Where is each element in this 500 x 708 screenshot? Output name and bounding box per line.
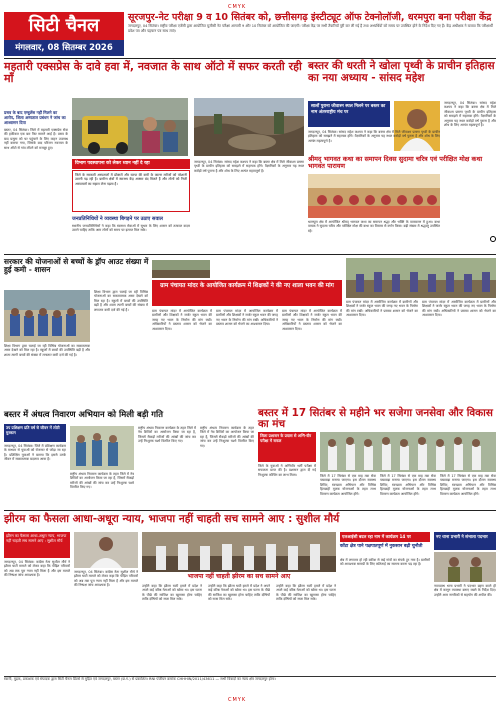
campaign-body-2: राष्ट्रीय अंधत्व निवारण कार्यक्रम के तहत जिले में नेत्र शिविरों का आयोजन किया जा रहा है, जिसमें सैकड़ों मरीजों की आंखों की जांच कर उन्हें निःशुल्क चश्मे वितरित किए गए। — [138, 426, 196, 444]
divider — [4, 510, 496, 511]
photo-janseva-group — [320, 432, 496, 472]
headline-schools: सरकार की योजनाओं से बच्चों के ड्रॉप आउट संख्या में हुई कमी - शासन — [4, 257, 149, 275]
janseva-body-1: जिले में 17 सितंबर से एक माह तक सेवा पखवाड़ा मनाया जाएगा। इस दौरान स्वास्थ्य शिविर, स्वच्छता अभियान और विभिन्न हितग्राही मूलक योजनाओं के तहत लाभ वितरण कार्यक्रम आयोजित होंगे। — [320, 474, 376, 496]
headline-jheeram: झीरम का फैसला आधा-अधूरा न्याय, भाजपा नहीं चाहती सच सामने आए : सुशील मौर्य — [4, 513, 340, 525]
headline-mahtari: महतारी एक्सप्रेस के दावे हवा में, नवजात के साथ ऑटो में सफर करती रही माँ — [4, 60, 302, 86]
police-bar: नए थाना प्रभारी ने संभाला पदभार — [434, 532, 496, 550]
divider — [4, 58, 496, 59]
tatke-bar: एलआईसी बदल रहा नाम में कार्यक्रम 14 पर — [340, 532, 430, 542]
cmyk-mark-bottom: CMYK — [228, 697, 247, 703]
newspaper-page — [4, 4, 496, 704]
brand-block — [4, 12, 124, 56]
schools-body-col2: शिक्षा विभाग द्वारा चलाई जा रही विभिन्न योजनाओं का सकारात्मक असर देखने को मिल रहा है। स्कूलों में बच्चों की उपस्थिति बढ़ी है और शाला त्यागी बच्चों की संख्या में लगातार कमी दर्ज की गई है। — [94, 290, 148, 312]
photo-auto-mother — [72, 98, 188, 156]
masthead — [4, 12, 496, 56]
campaign-body-1: राष्ट्रीय अंधत्व निवारण कार्यक्रम के तहत जिले में नेत्र शिविरों का आयोजन किया जा रहा है, जिसमें सैकड़ों मरीजों की आंखों की जांच कर उन्हें निःशुल्क चश्मे वितरित किए गए। — [70, 472, 134, 490]
cmyk-mark: CMYK — [228, 4, 247, 10]
schools-body: शिक्षा विभाग द्वारा चलाई जा रही विभिन्न योजनाओं का सकारात्मक असर देखने को मिल रहा है। स्कूलों में बच्चों की उपस्थिति बढ़ी है और शाला त्यागी बच्चों की संख्या में लगातार कमी दर्ज की गई है। — [4, 344, 90, 357]
tatke-subhead: कोंटा क्षेत्र पाने पक्षपातपूर्ण में नुकसान बढ़ी चुनौती — [340, 544, 423, 549]
story-mahtari-body: बस्तर, 04 सितंबर। जिले में महतारी एक्सप्रेस सेवा की हकीकत एक बार फिर सामने आई है। प्रसव के बाद प्रसूता को घर पहुंचाने के लिए वाहन उपलब्ध नहीं कराया गया, जिसके बाद परिजन नवजात के साथ ऑटो से गांव लौटने को मजबूर हुए। — [4, 128, 68, 150]
health-body: स्थानीय जनप्रतिनिधियों ने कहा कि स्वास्थ्य सेवाओं में सुधार के लिए शासन को तत्काल कदम उठाने चाहिए ताकि आम लोगों को समय पर इलाज मिल सके। — [72, 224, 190, 233]
photo-school-children — [4, 290, 90, 342]
newspaper-title: सिटी चैनल — [4, 12, 124, 40]
photo-village-meeting — [346, 258, 496, 298]
village-body-2: ग्राम पंचायत मांदर में आयोजित कार्यक्रम में ग्रामीणों और शिक्षकों ने जर्जर स्कूल भवन की जगह नए भवन के निर्माण की मांग रखी। अधिकारियों ने प्रस्ताव शासन को भेजने का आश्वासन दिया। — [216, 309, 278, 327]
village-story-banner: ग्राम पंचायत मांदर के आयोजित कार्यक्रम में शिक्षकों ने की नए शाला भवन की मांग — [152, 280, 342, 306]
headline-campaign: बस्तर में अंधत्व निवारण अभियान को मिली बड़ी गति — [4, 409, 163, 419]
campaign-body-3: राष्ट्रीय अंधत्व निवारण कार्यक्रम के तहत जिले में नेत्र शिविरों का आयोजन किया जा रहा है, जिसमें सैकड़ों मरीजों की आंखों की जांच कर उन्हें निःशुल्क चश्मे वितरित किए गए। — [200, 426, 254, 448]
health-box-title: विभाग पदस्थापना को लेकर ध्यान नहीं दे रहा — [72, 159, 190, 169]
police-body: नवपदस्थ थाना प्रभारी ने पदभार ग्रहण करते ही क्षेत्र में कानून व्यवस्था बनाए रखने के निर्देश दिए। उन्होंने आम नागरिकों से सहयोग की अपील की। — [434, 584, 496, 597]
jheeram-body-1: जगदलपुर, 04 सितंबर। कांग्रेस नेता सुशील मौर्य ने झीरम घाटी मामले को लेकर कहा कि पीड़ित परिवारों को अब तक पूरा न्याय नहीं मिला है और इस मामले की निष्पक्ष जांच आवश्यक है। — [4, 560, 70, 578]
health-subhead: जनप्रतिनिधियों ने व्यवस्था बिगड़ने पर उठाए सवाल — [72, 216, 163, 222]
story-mahtari-subhead: प्रसव के बाद एम्बुलेंस नहीं मिलने का आरोप, जिला अस्पताल प्रबंधन ने जांच का आश्वासन दिया — [4, 110, 66, 125]
lead-headline: सूरजपुर-नेट परीक्षा 9 व 10 सितंबर को, छत्तीसगढ़ इंस्टीट्यूट ऑफ टेक्नोलॉजी, धरमपुरा बना परीक्षा केंद्र — [128, 12, 492, 23]
village-body-5: ग्राम पंचायत मांदर में आयोजित कार्यक्रम में ग्रामीणों और शिक्षकों ने जर्जर स्कूल भवन की जगह नए भवन के निर्माण की मांग रखी। अधिकारियों ने प्रस्ताव शासन को भेजने का आश्वासन दिया। — [422, 300, 496, 318]
village-body-1: ग्राम पंचायत मांदर में आयोजित कार्यक्रम में ग्रामीणों और शिक्षकों ने जर्जर स्कूल भवन की जगह नए भवन के निर्माण की मांग रखी। अधिकारियों ने प्रस्ताव शासन को भेजने का आश्वासन दिया। — [152, 309, 212, 331]
photo-sushil-maurya — [74, 532, 138, 568]
health-box-body: जिले के सरकारी अस्पतालों में डॉक्टरों और स्टाफ की कमी के कारण मरीजों को परेशानी उठानी पड़ रही है। ग्रामीण क्षेत्रों में स्वास्थ्य केंद्र अक्सर बंद मिलते हैं और लोगों को निजी अस्पतालों का सहारा लेना पड़ता है। — [75, 173, 187, 186]
village-body-4: ग्राम पंचायत मांदर में आयोजित कार्यक्रम में ग्रामीणों और शिक्षकों ने जर्जर स्कूल भवन की जगह नए भवन के निर्माण की मांग रखी। अधिकारियों ने प्रस्ताव शासन को भेजने का आश्वासन दिया। — [346, 300, 418, 318]
story-mahtari-column — [4, 110, 68, 252]
jheeram-quote-box: झीरम का फैसला आधा-अधूरा न्याय, भाजपा नहीं चाहती सच सामने आए : सुशील मौर्य — [4, 532, 70, 558]
janseva-body-2: जिले में 17 सितंबर से एक माह तक सेवा पखवाड़ा मनाया जाएगा। इस दौरान स्वास्थ्य शिविर, स्वच्छता अभियान और विभिन्न हितग्राही मूलक योजनाओं के तहत लाभ वितरण कार्यक्रम आयोजित होंगे। — [380, 474, 436, 496]
photo-police-officer — [434, 552, 496, 582]
janseva-body-3: जिले में 17 सितंबर से एक माह तक सेवा पखवाड़ा मनाया जाएगा। इस दौरान स्वास्थ्य शिविर, स्वच्छता अभियान और विभिन्न हितग्राही मूलक योजनाओं के तहत लाभ वितरण कार्यक्रम आयोजित होंगे। — [440, 474, 496, 496]
bhagwat-body: धरमपुरा क्षेत्र में आयोजित श्रीमद् भागवत कथा का समापन श्रद्धा और भक्ति के वातावरण में हुआ। कथा वाचक ने सुदामा चरित्र और परीक्षित मोक्ष की कथा का विस्तार से वर्णन किया। बड़ी संख्या में श्रद्धालु उपस्थित रहे। — [308, 220, 440, 233]
issue-date: मंगलवार, 08 सितम्बर 2026 — [4, 40, 124, 56]
imprint-text: स्वामी, मुद्रक, प्रकाशक एवं संपादक द्वारा सिटी चैनल प्रिंटर्स से मुद्रित एवं जगदलपुर, बस्तर (छ.ग.) से प्रकाशित। RNI पंजीयन क्रमांक CHHHIN/2011/43611 — सभी विवादों का न्याय क्षेत्र जगदलपुर होगा। — [4, 677, 276, 681]
headline-bastar-history: बस्तर की धरती ने खोला पृथ्वी के प्राचीन इतिहास का नया अध्याय - सांसद महेश — [308, 60, 495, 84]
divider — [4, 254, 496, 255]
lead-story — [128, 12, 496, 56]
fossil-side-text: जगदलपुर, 04 सितंबर। सांसद महेश कश्यप ने कहा कि बस्तर क्षेत्र में मिले जीवाश्म प्रमाण पृथ्वी के प्राचीन इतिहास को समझने में सहायक होंगे। वैज्ञानिकों के अनुसार यह स्थल करोड़ों वर्ष पुराना है और शोध के लिए अत्यंत महत्वपूर्ण है। — [444, 101, 496, 128]
health-subhead-block — [72, 216, 190, 248]
photo-bhagwat-katha — [308, 174, 440, 218]
lead-body: जगदलपुर, 04 सितंबर। राष्ट्रीय परीक्षा एजेंसी द्वारा आयोजित यूजीसी नेट परीक्षा आगामी 9 और 10 सितंबर को आयोजित की जाएगी। परीक्षा केंद्र पर सभी तैयारियाँ पूरी कर ली गई हैं तथा अभ्यर्थियों को समय पर उपस्थित होने के निर्देश दिए गए हैं। केंद्र अधीक्षक ने बताया कि परीक्षार्थी प्रवेश पत्र और पहचान पत्र साथ लाएं। — [128, 24, 493, 33]
bjp-body-2: उन्होंने कहा कि झीरम घाटी हमले में प्रदेश ने अपने कई वरिष्ठ नेताओं को खोया था। इस घटना के पीछे की साजिश का खुलासा होना चाहिए ताकि दोषियों को सजा मिल सके। — [208, 584, 270, 602]
imprint-footer — [4, 676, 496, 694]
fossil-body-left: जगदलपुर, 04 सितंबर। सांसद महेश कश्यप ने कहा कि बस्तर क्षेत्र में मिले जीवाश्म प्रमाण पृथ्वी के प्राचीन इतिहास को समझने में सहायक होंगे। वैज्ञानिकों के अनुसार यह स्थल करोड़ों वर्ष पुराना है और शोध के लिए अत्यंत महत्वपूर्ण है। — [194, 160, 304, 173]
training-note-body: जगदलपुर, 04 सितंबर। जिले में प्रशिक्षण कार्यक्रम के माध्यम से युवाओं को रोजगार से जोड़ा जा रहा है। प्रशिक्षित युवाओं ने बताया कि इससे उनके जीवन में सकारात्मक बदलाव आया है। — [4, 444, 66, 462]
headline-bhagwat: श्रीमद् भागवत कथा का समापन दिवस सुदामा चरित्र एवं परीक्षित मोक्ष कथा भागवत पारायण — [308, 155, 483, 171]
fossil-body-right: जगदलपुर, 04 सितंबर। सांसद महेश कश्यप ने कहा कि बस्तर क्षेत्र में मिले जीवाश्म प्रमाण पृथ्वी के प्राचीन इतिहास को समझने में सहायक होंगे। वैज्ञानिकों के अनुसार यह स्थल करोड़ों वर्ष पुराना है और शोध के लिए अत्यंत महत्वपूर्ण है। — [308, 130, 440, 143]
agniveer-note-body: जिले के युवाओं ने अग्निवीर भर्ती परीक्षा में सफलता प्राप्त की है। प्रशासन द्वारा दी गई निःशुल्क कोचिंग का लाभ मिला। — [258, 464, 316, 477]
training-note-title: उप प्रशिक्षण प्रति वर्ष से जीवन में लोटी मुस्कान — [4, 424, 66, 442]
bjp-body-1: उन्होंने कहा कि झीरम घाटी हमले में प्रदेश ने अपने कई वरिष्ठ नेताओं को खोया था। इस घटना के पीछे की साजिश का खुलासा होना चाहिए ताकि दोषियों को सजा मिल सके। — [142, 584, 202, 602]
fossil-quote-box: सालों पुराना जीवाश्म स्थल मिलने पर बस्तर का नाम अंतरराष्ट्रीय मंच पर — [308, 101, 390, 127]
jheeram-body-2: जगदलपुर, 04 सितंबर। कांग्रेस नेता सुशील मौर्य ने झीरम घाटी मामले को लेकर कहा कि पीड़ित परिवारों को अब तक पूरा न्याय नहीं मिला है और इस मामले की निष्पक्ष जांच आवश्यक है। — [74, 570, 138, 588]
photo-eye-camp — [70, 426, 134, 470]
bjp-body-3: उन्होंने कहा कि झीरम घाटी हमले में प्रदेश ने अपने कई वरिष्ठ नेताओं को खोया था। इस घटना के पीछे की साजिश का खुलासा होना चाहिए ताकि दोषियों को सजा मिल सके। — [276, 584, 336, 602]
tatke-body: क्षेत्र में लगातार हो रही बारिश से कई गांवों का संपर्क टूट गया है। ग्रामीणों को आवश्यक सामग्री के लिए कठिनाई का सामना करना पड़ रहा है। — [340, 558, 430, 567]
headline-bjp: भाजपा नहीं चाहती झीरम का सच सामने आए — [187, 573, 291, 580]
photo-fossil-site — [194, 98, 304, 156]
agniveer-note-title: जिला प्रशासन के प्रयास से अग्नि-वीर परीक्षा में सफल — [258, 432, 316, 462]
village-body-3: ग्राम पंचायत मांदर में आयोजित कार्यक्रम में ग्रामीणों और शिक्षकों ने जर्जर स्कूल भवन की जगह नए भवन के निर्माण की मांग रखी। अधिकारियों ने प्रस्ताव शासन को भेजने का आश्वासन दिया। — [282, 309, 342, 331]
photo-press-conference — [142, 532, 336, 572]
headline-janseva: बस्तर में 17 सितंबर से महीने भर सजेगा जनसेवा और विकास का मंच — [258, 407, 493, 431]
health-box — [72, 170, 190, 212]
photo-village-strip — [152, 260, 210, 278]
